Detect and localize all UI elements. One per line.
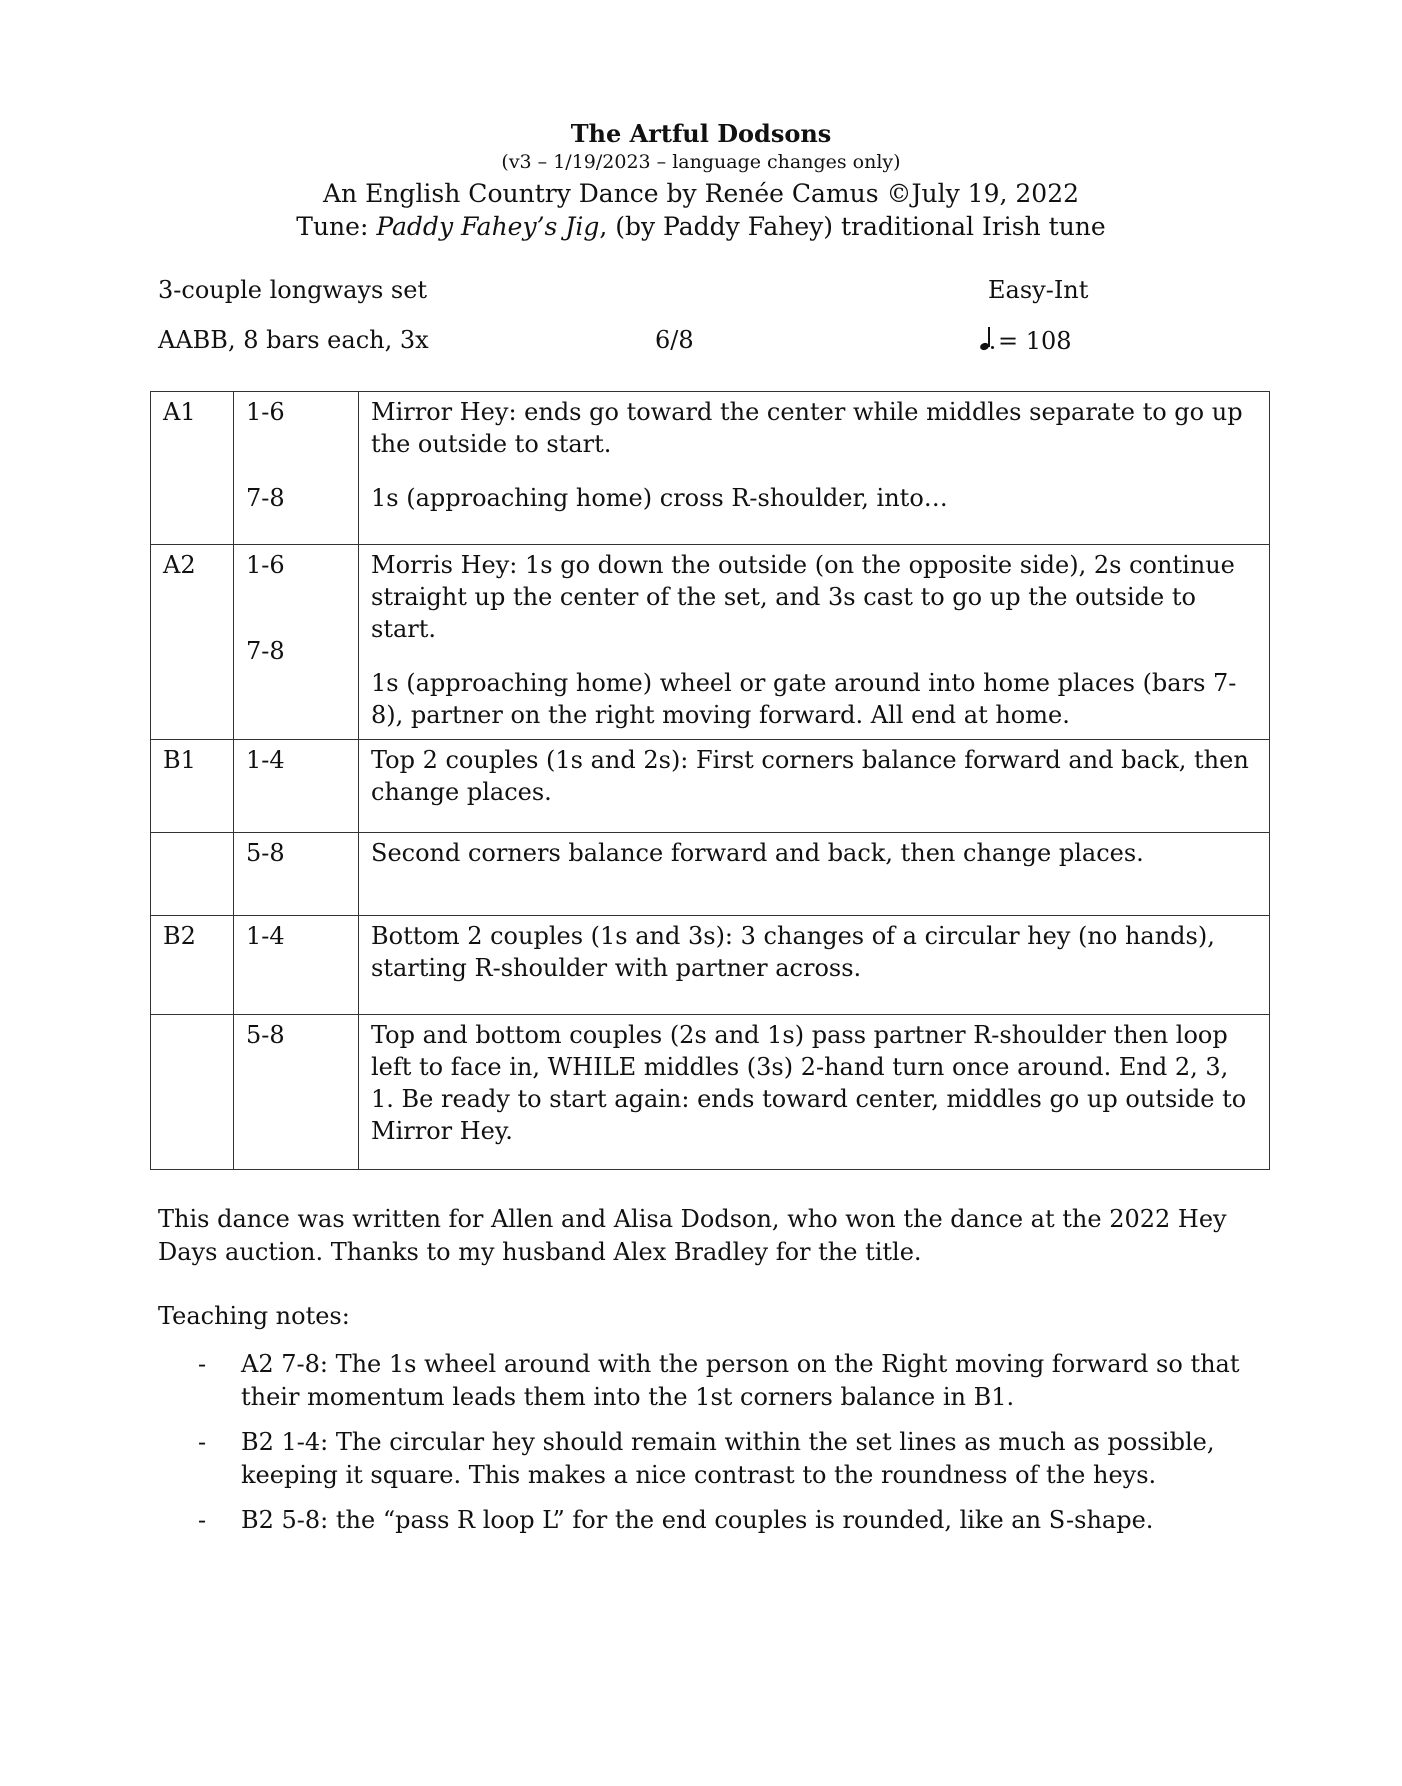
figure-description: 1s (approaching home) cross R-shoulder, into…: [371, 484, 948, 512]
bars-label: 1-4: [234, 740, 359, 833]
dance-figures-table: [150, 391, 1270, 1170]
part-label: B1: [151, 740, 234, 833]
structure: AABB, 8 bars each, 3x: [158, 326, 429, 354]
tempo-value: = 108: [998, 327, 1072, 355]
part-label: A1: [151, 392, 234, 545]
figure-description: Top 2 couples (1s and 2s): First corners balance forward and back, then change places.: [359, 740, 1270, 833]
version-note: (v3 – 1/19/2023 – language changes only): [501, 151, 901, 173]
figure-description: Second corners balance forward and back, then change places.: [359, 833, 1270, 916]
bars-label: 1-6: [246, 398, 285, 426]
bullet: -: [198, 1428, 207, 1456]
time-signature: 6/8: [655, 326, 694, 354]
tempo: [980, 326, 1072, 355]
note-text: B2 5-8: the “pass R loop L” for the end couples is rounded, like an S-shape.: [241, 1506, 1154, 1534]
bars-label: 7-8: [246, 637, 285, 665]
table-row: [151, 833, 1270, 916]
part-label: [151, 1015, 234, 1170]
figure-description: Mirror Hey: ends go toward the center while middles separate to go up the outside to start.: [371, 398, 1243, 458]
tune-suffix: , (by Paddy Fahey) traditional Irish tune: [599, 212, 1106, 241]
bars-label: 7-8: [246, 484, 285, 512]
list-item: [158, 1348, 1268, 1414]
figure-description: 1s (approaching home) wheel or gate around into home places (bars 7-8), partner on the right moving forward. All end at home.: [371, 669, 1237, 729]
bars-label: 5-8: [234, 833, 359, 916]
figure-description: Morris Hey: 1s go down the outside (on the opposite side), 2s continue straight up the center of the set, and 3s cast to go up the outside to start.: [371, 551, 1235, 643]
byline: An English Country Dance by Renée Camus ©July 19, 2022: [322, 179, 1080, 208]
teaching-notes-list: [158, 1348, 1268, 1549]
description-cell: [359, 392, 1270, 545]
part-label: B2: [151, 916, 234, 1015]
bullet: -: [198, 1350, 207, 1378]
dance-title: The Artful Dodsons: [570, 119, 832, 148]
bullet: -: [198, 1506, 207, 1534]
bars-cell: [234, 392, 359, 545]
note-text: A2 7-8: The 1s wheel around with the person on the Right moving forward so that their momentum leads them into the 1st corners balance in B1.: [241, 1350, 1240, 1411]
table-row: [151, 1015, 1270, 1170]
part-label: [151, 833, 234, 916]
list-item: [158, 1504, 1268, 1537]
bars-label: 1-6: [246, 551, 285, 579]
teaching-notes-heading: Teaching notes:: [158, 1302, 350, 1330]
figure-description: Bottom 2 couples (1s and 3s): 3 changes of a circular hey (no hands), starting R-shoulder with partner across.: [359, 916, 1270, 1015]
formation: 3-couple longways set: [158, 276, 428, 304]
description-cell: [359, 545, 1270, 740]
figure-description: Top and bottom couples (2s and 1s) pass partner R-shoulder then loop left to face in, WHILE middles (3s) 2-hand turn once around. End 2, 3, 1. Be ready to start again: ends toward center, middles go up outside to Mirror Hey.: [359, 1015, 1270, 1170]
bars-label: 5-8: [234, 1015, 359, 1170]
table-row: [151, 545, 1270, 740]
dotted-quarter-note-icon: [980, 326, 994, 352]
tune-name: Paddy Fahey’s Jig: [376, 212, 600, 241]
bars-cell: [234, 545, 359, 740]
tune-line: [0, 212, 1402, 241]
table-row: [151, 392, 1270, 545]
list-item: [158, 1426, 1268, 1492]
table-row: [151, 740, 1270, 833]
part-label: A2: [151, 545, 234, 740]
dedication: This dance was written for Allen and Alisa Dodson, who won the dance at the 2022 Hey Days auction. Thanks to my husband Alex Bradley for the title.: [158, 1205, 1227, 1266]
tune-prefix: Tune:: [296, 212, 377, 241]
table-row: [151, 916, 1270, 1015]
bars-label: 1-4: [234, 916, 359, 1015]
level: Easy-Int: [988, 276, 1089, 304]
note-text: B2 1-4: The circular hey should remain within the set lines as much as possible, keeping it square. This makes a nice contrast to the roundness of the heys.: [241, 1428, 1215, 1489]
